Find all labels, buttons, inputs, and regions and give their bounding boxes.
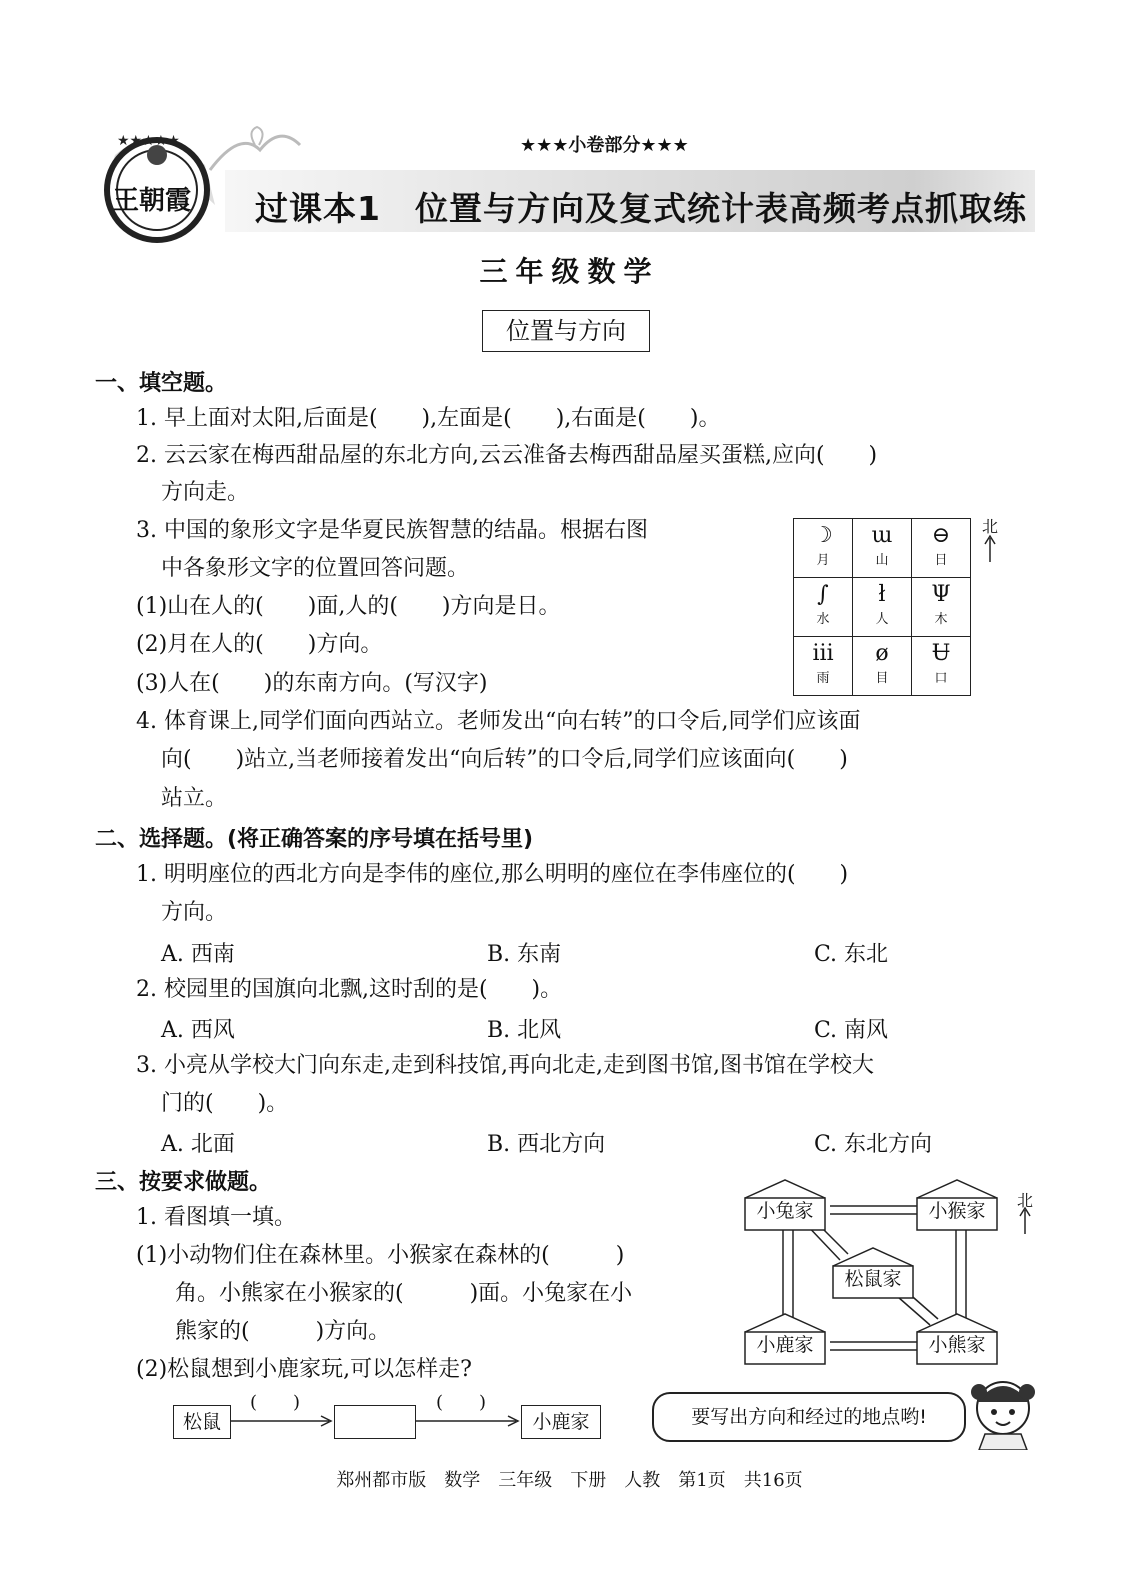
s1-q4-line1: 4. 体育课上,同学们面向西站立。老师发出“向右转”的口令后,同学们应该面 (136, 709, 861, 734)
water-glyph-icon: ∫ (817, 582, 829, 607)
s1-q4-line2: 向( )站立,当老师接着发出“向后转”的口令后,同学们应该面向( ) (161, 747, 848, 772)
north-arrow-icon (1018, 1206, 1032, 1236)
s2-q1-option-b: B. 东南 (487, 942, 562, 967)
page-footer: 郑州都市版 数学 三年级 下册 人教 第1页 共16页 (336, 1470, 803, 1491)
flow-paren-1: ( ) (250, 1392, 301, 1413)
s2-q3-option-c: C. 东北方向 (814, 1132, 933, 1157)
rain-glyph-icon: ⅲ (812, 641, 834, 666)
s2-q1-option-a: A. 西南 (161, 942, 235, 967)
glyph-cell (794, 578, 853, 637)
person-glyph-icon: ł (878, 582, 886, 607)
grid-north-label: 北 (982, 517, 999, 536)
glyph-label: 木 (934, 612, 948, 627)
eye-glyph-icon: ø (875, 641, 889, 666)
s1-q3-line2: 中各象形文字的位置回答问题。 (161, 556, 470, 581)
glyph-label: 日 (934, 553, 948, 568)
s1-q3-sub1: (1)山在人的( )面,人的( )方向是日。 (136, 594, 561, 619)
sun-glyph-icon: ⊖ (931, 523, 951, 548)
banner-title: 过课本1 位置与方向及复式统计表高频考点抓取练 (255, 189, 1027, 228)
s3-q1: 1. 看图填一填。 (136, 1205, 296, 1230)
section-2-title: 二、选择题。(将正确答案的序号填在括号里) (95, 827, 534, 852)
s1-q1: 1. 早上面对太阳,后面是( ),左面是( ),右面是( )。 (136, 406, 721, 431)
flow-end-box: 小鹿家 (521, 1405, 601, 1439)
arrow-right-icon (231, 1413, 333, 1429)
mountain-glyph-icon: ɯ (871, 523, 893, 548)
house-label: 小兔家 (756, 1200, 814, 1222)
glyph-label: 口 (934, 671, 948, 686)
tree-glyph-icon: Ψ (931, 582, 951, 607)
arrow-right-icon (416, 1413, 520, 1429)
glyph-label: 雨 (816, 671, 830, 686)
glyph-cell (853, 578, 912, 637)
s2-q2-option-c: C. 南风 (814, 1018, 889, 1043)
house-label: 小鹿家 (756, 1334, 814, 1356)
glyph-cell (794, 519, 853, 578)
glyph-cell (912, 578, 971, 637)
mouth-glyph-icon: Ʉ (931, 641, 951, 666)
small-title: ★★★小卷部分★★★ (520, 135, 689, 156)
map-north-label: 北 (1017, 1191, 1034, 1210)
hint-speech-bubble: 要写出方向和经过的地点哟! (652, 1392, 966, 1442)
glyph-cell (912, 637, 971, 696)
moon-glyph-icon: ☽ (813, 523, 833, 548)
s2-q2-option-a: A. 西风 (161, 1018, 235, 1043)
glyph-label: 山 (875, 553, 889, 568)
s1-q2-line2: 方向走。 (161, 480, 250, 505)
glyph-cell (794, 637, 853, 696)
s1-q4-line3: 站立。 (161, 786, 228, 811)
logo-text: 王朝霞 (113, 186, 192, 216)
svg-text:★★★★★: ★★★★★ (117, 133, 180, 149)
glyph-label: 目 (875, 671, 889, 686)
flow-start-box: 松鼠 (173, 1405, 231, 1439)
glyph-cell (853, 637, 912, 696)
s2-q3-option-a: A. 北面 (161, 1132, 235, 1157)
s2-q2: 2. 校园里的国旗向北飘,这时刮的是( )。 (136, 977, 563, 1002)
brand-logo (95, 125, 215, 245)
s2-q1-line2: 方向。 (161, 900, 228, 925)
house-label: 松鼠家 (844, 1268, 902, 1290)
s3-q1-sub2: (2)松鼠想到小鹿家玩,可以怎样走? (136, 1357, 472, 1382)
s2-q2-option-b: B. 北风 (487, 1018, 562, 1043)
s2-q3-line2: 门的( )。 (161, 1091, 289, 1116)
flow-paren-2: ( ) (436, 1392, 487, 1413)
s2-q1-line1: 1. 明明座位的西北方向是李伟的座位,那么明明的座位在李伟座位的( ) (136, 862, 849, 887)
s3-q1-sub1-line2: 角。小熊家在小猴家的( )面。小兔家在小 (175, 1281, 633, 1306)
s1-q3-line1: 3. 中国的象形文字是华夏民族智慧的结晶。根据右图 (136, 518, 648, 543)
s1-q2-line1: 2. 云云家在梅西甜品屋的东北方向,云云准备去梅西甜品屋买蛋糕,应向( ) (136, 443, 878, 468)
glyph-cell (853, 519, 912, 578)
s3-q1-sub1-line3: 熊家的( )方向。 (175, 1319, 391, 1344)
section-1-title: 一、填空题。 (95, 371, 228, 396)
house-label: 小猴家 (928, 1200, 986, 1222)
s2-q3-line1: 3. 小亮从学校大门向东走,走到科技馆,再向北走,走到图书馆,图书馆在学校大 (136, 1053, 874, 1078)
section-3-title: 三、按要求做题。 (95, 1170, 272, 1195)
glyph-label: 人 (875, 612, 889, 627)
s3-q1-sub1-line1: (1)小动物们住在森林里。小猴家在森林的( ) (136, 1243, 625, 1268)
north-arrow-icon (983, 534, 997, 564)
glyph-label: 月 (816, 553, 830, 568)
s2-q1-option-c: C. 东北 (814, 942, 889, 967)
house-label: 小熊家 (928, 1334, 986, 1356)
glyph-grid (793, 518, 971, 696)
subject-title: 三年级数学 (479, 255, 660, 288)
cartoon-girl-icon (965, 1370, 1040, 1450)
s2-q3-option-b: B. 西北方向 (487, 1132, 606, 1157)
s1-q3-sub2: (2)月在人的( )方向。 (136, 632, 383, 657)
flow-blank-box[interactable] (334, 1405, 416, 1439)
s1-q3-sub3: (3)人在( )的东南方向。(写汉字) (136, 671, 488, 696)
section-box-title: 位置与方向 (482, 310, 650, 352)
glyph-label: 水 (816, 612, 830, 627)
glyph-cell (912, 519, 971, 578)
